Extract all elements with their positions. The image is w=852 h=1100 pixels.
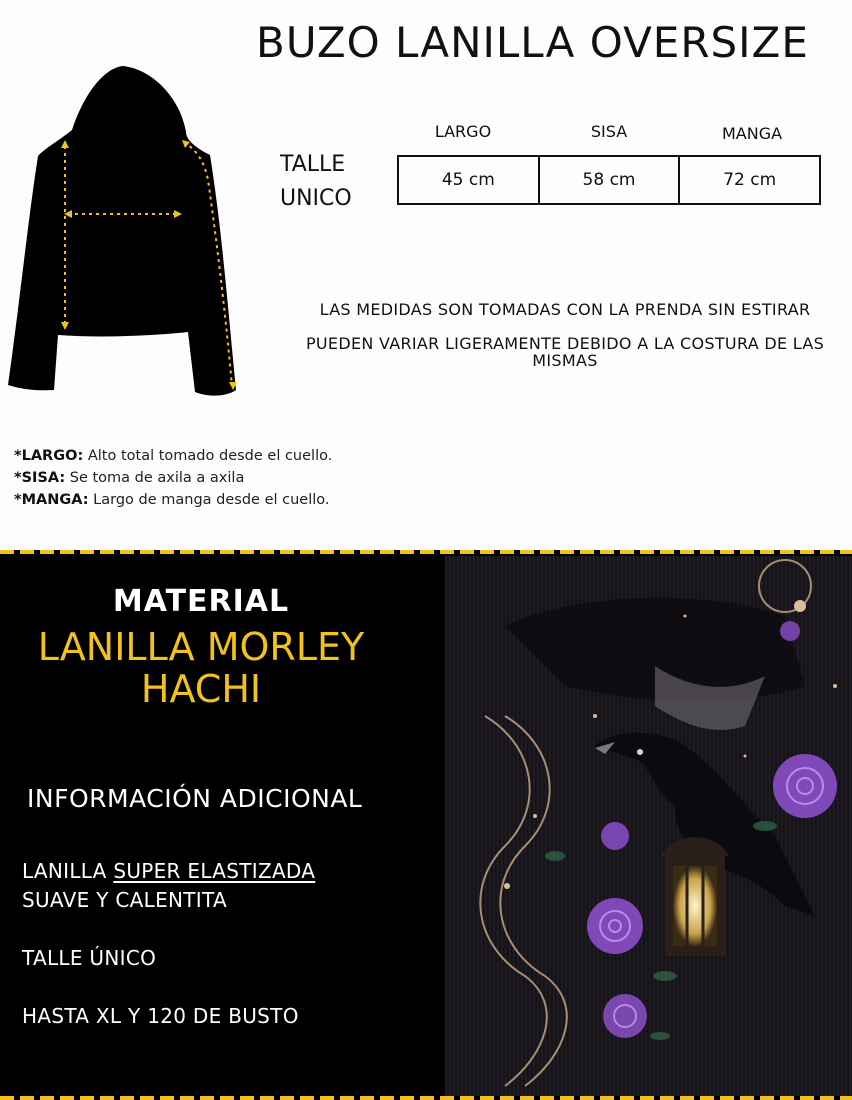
- info-elastic-prefix: LANILLA: [22, 859, 114, 883]
- definition-term: *SISA:: [14, 470, 66, 486]
- hoodie-print-photo: [445, 556, 852, 1096]
- cell-sisa: 58 cm: [540, 157, 681, 203]
- definition-text: Largo de manga desde el cuello.: [88, 492, 330, 508]
- page-title: BUZO LANILLA OVERSIZE: [256, 18, 809, 67]
- hoodie-silhouette-icon: [0, 60, 250, 405]
- additional-info-heading: INFORMACIÓN ADICIONAL: [27, 784, 363, 813]
- material-heading: MATERIAL: [112, 584, 290, 619]
- column-header-largo: LARGO: [434, 122, 492, 141]
- divider-dashed-bottom: [0, 1096, 852, 1100]
- size-label: [280, 148, 352, 216]
- definition-manga: [14, 489, 332, 511]
- size-label-line1: TALLE: [280, 152, 346, 177]
- definition-sisa: [14, 467, 332, 489]
- note-unstretched: LAS MEDIDAS SON TOMADAS CON LA PRENDA SIN ESTIRAR: [319, 300, 811, 319]
- material-section: [0, 550, 852, 1100]
- definition-text: Se toma de axila a axila: [65, 470, 245, 486]
- info-elastic: [22, 859, 315, 883]
- material-name-line1: LANILLA MORLEY: [37, 625, 365, 669]
- info-one-size: TALLE ÚNICO: [22, 946, 157, 970]
- note-variation: PUEDEN VARIAR LIGERAMENTE DEBIDO A LA COSTURA DE LAS MISMAS: [305, 334, 825, 370]
- info-soft: SUAVE Y CALENTITA: [22, 888, 227, 912]
- info-up-to-xl: HASTA XL Y 120 DE BUSTO: [22, 1004, 299, 1028]
- divider-dashed: [0, 550, 852, 554]
- info-elastic-underlined: SUPER ELASTIZADA: [113, 859, 316, 883]
- column-header-sisa: SISA: [590, 122, 628, 141]
- size-label-line2: UNICO: [280, 186, 352, 211]
- measurements-table: [397, 155, 821, 205]
- definition-largo: [14, 445, 332, 467]
- column-header-manga: MANGA: [721, 124, 783, 143]
- definition-term: *MANGA:: [14, 492, 89, 508]
- definitions-list: [14, 445, 332, 511]
- material-name-line2: HACHI: [140, 667, 262, 711]
- definition-text: Alto total tomado desde el cuello.: [83, 448, 333, 464]
- cell-manga: 72 cm: [723, 170, 777, 190]
- definition-term: *LARGO:: [14, 448, 84, 464]
- cell-largo: 45 cm: [399, 157, 540, 203]
- material-name: [0, 626, 402, 710]
